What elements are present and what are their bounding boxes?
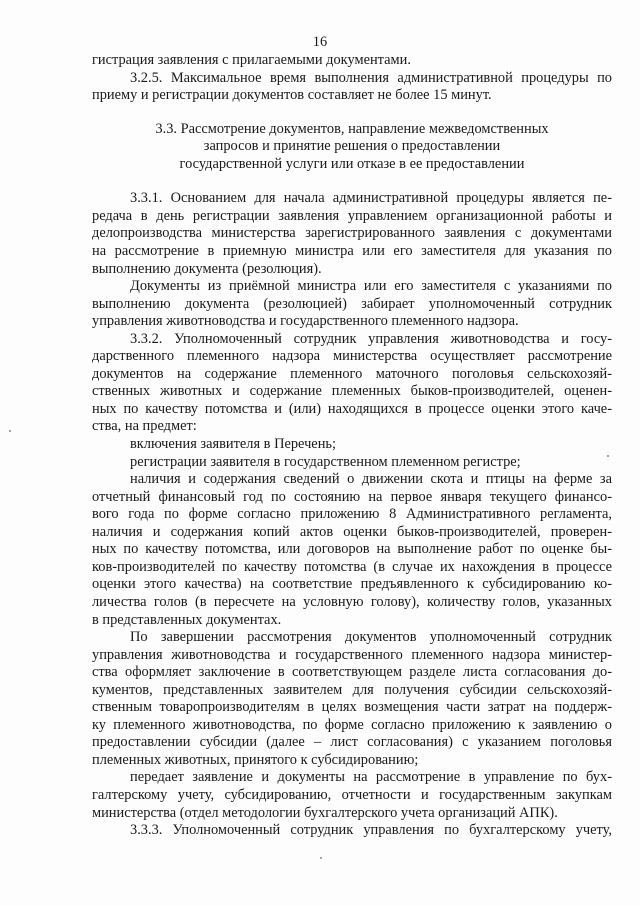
text-line: в представленных документах.: [92, 612, 282, 628]
text-line: личества голов (в пересчете на условную голову), количеству голов, указанных: [92, 594, 612, 610]
text-line: включения заявителя в Перечень;: [130, 436, 336, 452]
text-line: ных по качеству потомства, или договоров на выполнение работ по оценке бы-: [92, 541, 612, 557]
text-line: галтерскому учету, субсидированию, отчетности и государственным закупкам: [92, 787, 612, 803]
text-line: выполнению документа (резолюцией) забирает уполномоченный сотрудник: [92, 296, 612, 312]
text-line: выполнению документа (резолюция).: [92, 261, 322, 277]
text-line: приему и регистрации документов составляет не более 15 минут.: [92, 87, 492, 103]
text-line: племенных животных, принятого к субсидированию;: [92, 752, 419, 768]
text-line: ку племенного животноводства, по форме согласно приложению к заявлению о: [92, 717, 612, 733]
text-line: ственным товаропроизводителям в целях возмещения части затрат на поддерж-: [92, 699, 612, 715]
text-line: 3.3.3. Уполномоченный сотрудник управления по бухгалтерскому учету,: [130, 822, 612, 838]
text-line: редача в день регистрации заявления управлением организационной работы и: [92, 208, 612, 224]
text-line: вого года по форме согласно приложению 8 Административного регламента,: [92, 506, 612, 522]
text-line: оценки этого качества) на соответствие предъявленного к субсидированию ко-: [92, 576, 612, 592]
scan-speck: [320, 857, 322, 859]
text-line: Документы из приёмной министра или его заместителя с указаниями по: [130, 278, 612, 294]
text-line: 3.3.1. Основанием для начала административной процедуры является пе-: [130, 190, 612, 206]
text-line: делопроизводства министерства зарегистрированного заявления с документами: [92, 225, 612, 241]
text-line: ственных животных и содержание племенных быков-производителей, оценен-: [92, 383, 612, 399]
text-line: ных по качеству потомства и (или) находящихся в процессе оценки этого каче-: [92, 401, 612, 417]
text-line: управления животноводства и государственного племенного надзора.: [92, 313, 519, 329]
text-line: министерства (отдел методологии бухгалтерского учета организаций АПК).: [92, 805, 558, 821]
scan-speck: [9, 430, 11, 432]
text-line: 3.2.5. Максимальное время выполнения административной процедуры по: [130, 70, 612, 86]
text-line: ства оформляет заключение в соответствующем разделе листа согласования до-: [92, 664, 612, 680]
text-line: кументов, представленных заявителем для получения субсидии сельскохозяй-: [92, 682, 612, 698]
text-line: на рассмотрение в приемную министра или его заместителя для указания по: [92, 243, 612, 259]
text-line: наличия и содержания копий актов оценки быков-производителей, проверен-: [92, 524, 612, 540]
text-line: документов на содержание племенного маточного поголовья сельскохозяй-: [92, 366, 612, 382]
text-line: По завершении рассмотрения документов уполномоченный сотрудник: [130, 629, 612, 645]
text-line: дарственного племенного надзора министерства осуществляет рассмотрение: [92, 348, 612, 364]
text-line: передает заявление и документы на рассмотрение в управление по бух-: [130, 769, 612, 785]
section-heading-line: запросов и принятие решения о предоставлении: [203, 138, 501, 154]
text-line: 3.3.2. Уполномоченный сотрудник управления животноводства и госу-: [130, 331, 612, 347]
page-number: 16: [312, 34, 328, 50]
text-line: регистрации заявителя в государственном племенном регистре;: [130, 454, 521, 470]
text-line: предоставлении субсидии (далее – лист согласования) с указанием поголовья: [92, 734, 612, 750]
text-line: гистрация заявления с прилагаемыми документами.: [92, 52, 411, 68]
text-line: наличия и содержания сведений о движении скота и птицы на ферме за: [130, 471, 612, 487]
text-line: ства, на предмет:: [92, 418, 197, 434]
text-line: ков-производителей по качеству потомства (в случае их нахождения в процессе: [92, 559, 612, 575]
scan-speck: [607, 455, 609, 457]
text-line: управления животноводства и государственного племенного надзора министер-: [92, 647, 612, 663]
text-line: отчетный финансовый год по состоянию на первое января текущего финансо-: [92, 489, 612, 505]
section-heading-line: государственной услуги или отказе в ее предоставлении: [179, 156, 525, 172]
section-heading-line: 3.3. Рассмотрение документов, направление межведомственных: [155, 121, 549, 137]
